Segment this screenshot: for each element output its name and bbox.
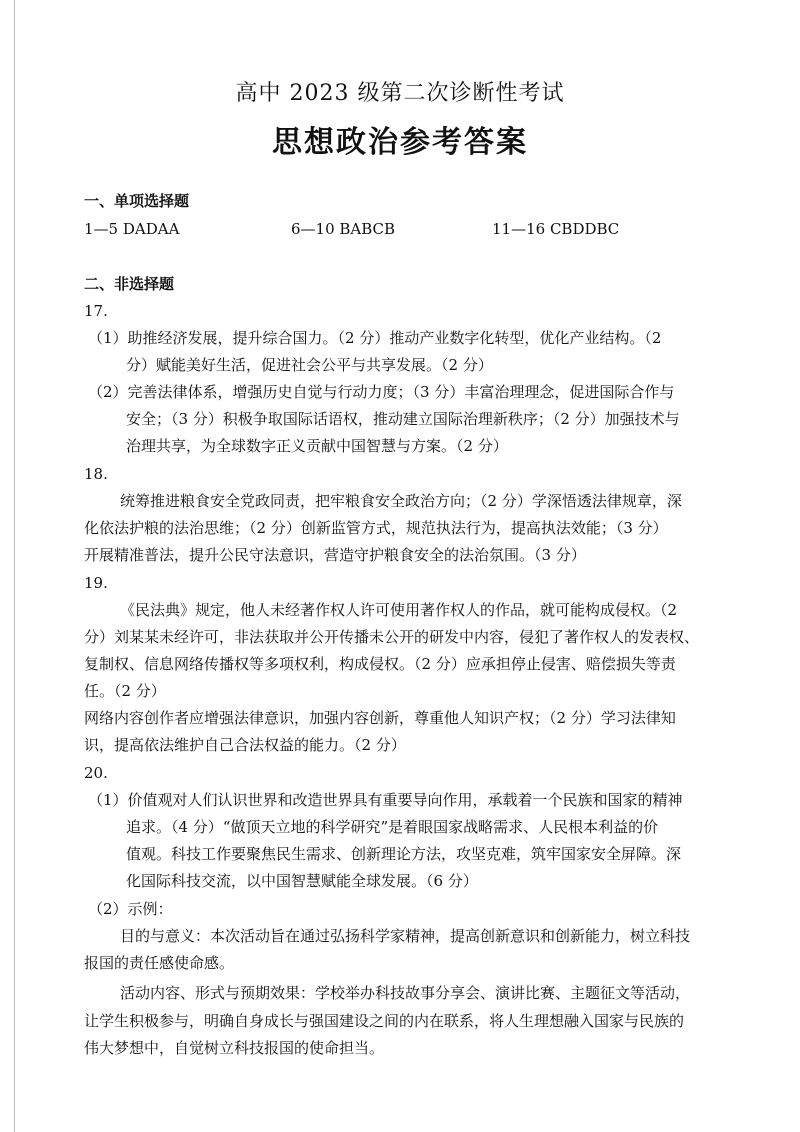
q20-line: （2）示例： bbox=[88, 900, 173, 918]
q17-line: （1）助推经济发展，提升综合国力。（2 分）推动产业数字化转型，优化产业结构。（2 bbox=[88, 329, 662, 347]
mc-answers-6-10: 6—10 BABCB bbox=[291, 220, 396, 238]
question-number-18: 18. bbox=[84, 465, 108, 483]
q17-line: 安全；（3 分）积极争取国际话语权，推动建立国际治理新秩序；（2 分）加强技术与 bbox=[126, 410, 680, 428]
q20-line: 值观。科技工作要聚焦民生需求、创新理论方法，攻坚克难，筑牢国家安全屏障。深 bbox=[126, 845, 682, 863]
q20-line: 目的与意义：本次活动旨在通过弘扬科学家精神，提高创新意识和创新能力，树立科技 bbox=[120, 927, 691, 945]
question-number-20: 20. bbox=[84, 764, 108, 782]
q17-line: （2）完善法律体系，增强历史自觉与行动力度；（3 分）丰富治理理念，促进国际合作与 bbox=[88, 383, 675, 401]
section-heading-multiple-choice: 一、单项选择题 bbox=[84, 192, 190, 210]
answer-key-title: 思想政治参考答案 bbox=[272, 125, 528, 160]
exam-title: 高中 2023 级第二次诊断性考试 bbox=[235, 81, 565, 106]
question-number-19: 19. bbox=[84, 574, 108, 592]
mc-answers-11-16: 11—16 CBDDBC bbox=[492, 220, 620, 238]
q20-line: （1）价值观对人们认识世界和改造世界具有重要导向作用，承载着一个民族和国家的精神 bbox=[88, 791, 683, 809]
q19-line: 识，提高依法维护自己合法权益的能力。（2 分） bbox=[84, 736, 406, 754]
q17-line: 治理共享，为全球数字正义贡献中国智慧与方案。（2 分） bbox=[126, 437, 508, 455]
q18-line: 化依法护粮的法治思维；（2 分）创新监管方式，规范执法行为，提高执法效能；（3 分） bbox=[84, 519, 668, 537]
q19-line: 《民法典》规定，他人未经著作权人许可使用著作权人的作品，就可能构成侵权。（2 bbox=[120, 601, 678, 619]
q19-line: 网络内容创作者应增强法律意识，加强内容创新，尊重他人知识产权；（2 分）学习法律知 bbox=[84, 709, 676, 727]
section-heading-non-choice: 二、非选择题 bbox=[84, 275, 175, 293]
q20-line: 报国的责任感使命感。 bbox=[84, 954, 235, 972]
q20-line: 伟大梦想中，自觉树立科技报国的使命担当。 bbox=[84, 1039, 385, 1057]
mc-answers-1-5: 1—5 DADAA bbox=[84, 220, 180, 238]
question-number-17: 17. bbox=[84, 302, 108, 320]
q19-line: 复制权、信息网络传播权等多项权利，构成侵权。（2 分）应承担停止侵害、赔偿损失等责 bbox=[84, 655, 676, 673]
q20-line: 让学生积极参与，明确自身成长与强国建设之间的内在联系，将人生理想融入国家与民族的 bbox=[84, 1012, 685, 1030]
q17-line: 分）赋能美好生活，促进社会公平与共享发展。（2 分） bbox=[126, 356, 493, 374]
q19-line: 任。（2 分） bbox=[84, 682, 166, 700]
q20-line: 追求。（4 分）“做顶天立地的科学研究”是着眼国家战略需求、人民根本利益的价 bbox=[126, 818, 659, 836]
q20-line: 化国际科技交流，以中国智慧赋能全球发展。（6 分） bbox=[126, 872, 478, 890]
q20-line: 活动内容、形式与预期效果：学校举办科技故事分享会、演讲比赛、主题征文等活动， bbox=[120, 984, 691, 1002]
q18-line: 统筹推进粮食安全党政同责，把牢粮食安全政治方向；（2 分）学深悟透法律规章，深 bbox=[120, 492, 682, 510]
q19-line: 分）刘某某未经许可，非法获取并公开传播未公开的研发中内容，侵犯了著作权人的发表权、 bbox=[84, 628, 700, 646]
q18-line: 开展精准普法，提升公民守法意识，营造守护粮食安全的法治氛围。（3 分） bbox=[84, 546, 586, 564]
